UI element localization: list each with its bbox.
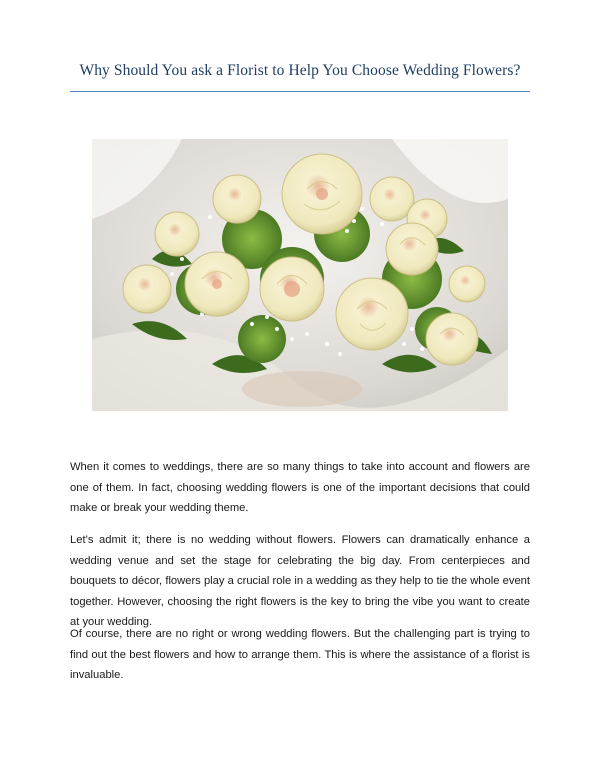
title-underline: [70, 91, 530, 92]
wedding-bouquet-photo: [92, 139, 508, 411]
page-title: Why Should You ask a Florist to Help You Choose Wedding Flowers?: [79, 62, 521, 79]
paragraph-no-wedding-without-flowers: Let’s admit it; there is no wedding without flowers. Flowers can dramatically enhance a wedding venue and set the stage for celebrating the big day. From centerpieces and bouquets to décor, flowers play a crucial role in a wedding as they help to tie the whole event together. However, choosing the right flowers is the key to bring the vibe you want to create at your wedding.: [70, 534, 530, 629]
bouquet-illustration: [92, 139, 508, 411]
paragraph-florist-assistance: Of course, there are no right or wrong wedding flowers. But the challenging part is trying to find out the best flowers and how to arrange them. This is where the assistance of a florist is invaluable.: [70, 628, 530, 682]
paragraph-intro: When it comes to weddings, there are so many things to take into account and flowers are one of them. In fact, choosing wedding flowers is one of the important decisions that could make or break your wedding theme.: [70, 461, 530, 515]
